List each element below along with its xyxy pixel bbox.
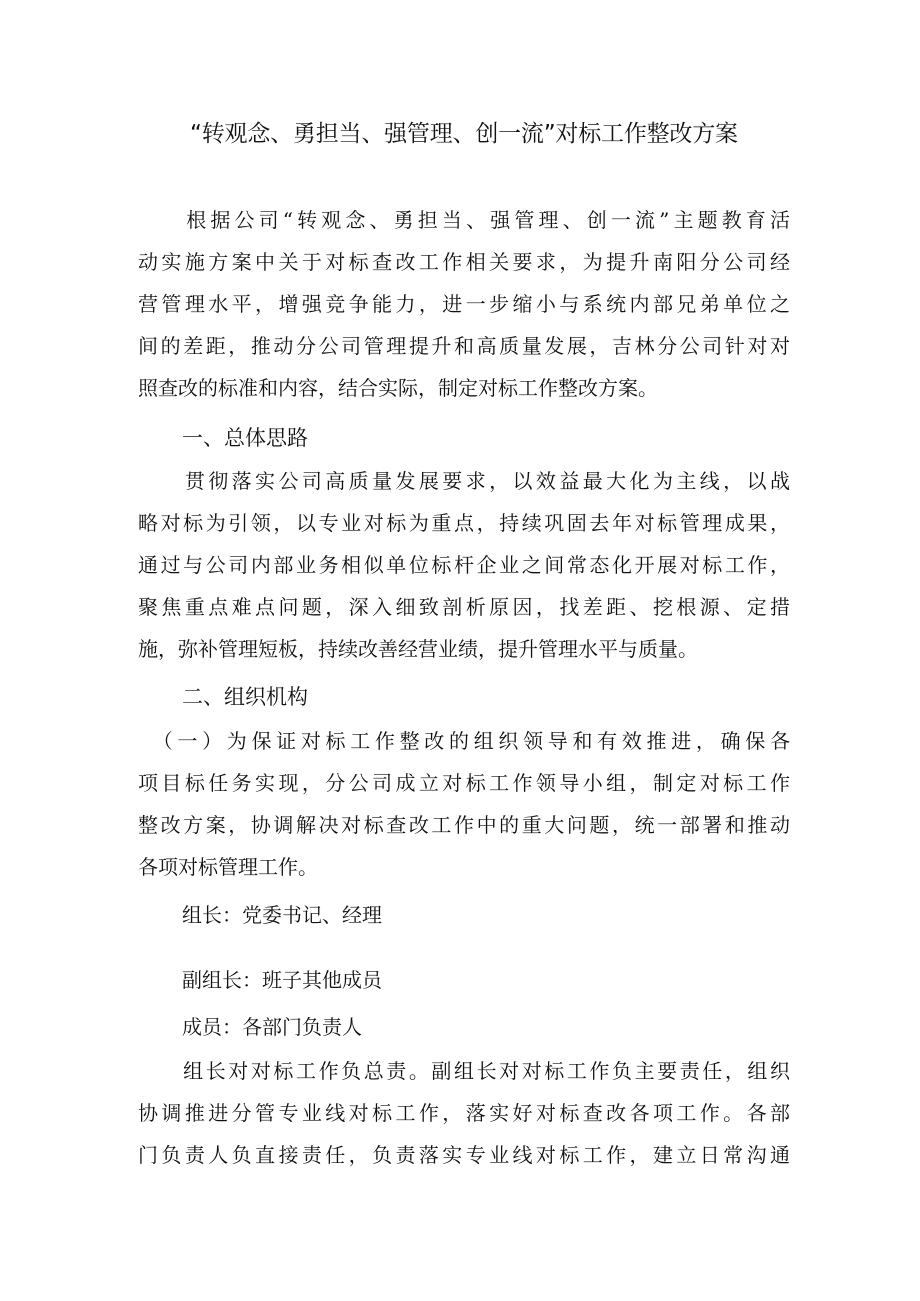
paragraph-line: 整改方案，协调解决对标查改工作中的重大问题，统一部署和推动 xyxy=(138,813,790,837)
section1-paragraph xyxy=(138,460,790,670)
document-title: “转观念、勇担当、强管理、创一流”对标工作整改方案 xyxy=(190,121,738,147)
section2-paragraph xyxy=(138,720,790,888)
paragraph-line: 项目标任务实现，分公司成立对标工作领导小组，制定对标工作 xyxy=(138,771,790,795)
paragraph-line: 动实施方案中关于对标查改工作相关要求，为提升南阳分公司经 xyxy=(138,250,790,274)
paragraph-line: 略对标为引领，以专业对标为重点，持续巩固去年对标管理成果， xyxy=(138,511,790,535)
intro-paragraph xyxy=(138,199,790,409)
paragraph-line: 通过与公司内部业务相似单位标杆企业之间常态化开展对标工作， xyxy=(138,553,790,577)
section-heading-organization: 二、组织机构 xyxy=(182,685,308,709)
paragraph-line: 协调推进分管专业线对标工作，落实好对标查改各项工作。各部 xyxy=(138,1101,790,1125)
duty-paragraph xyxy=(138,1050,790,1176)
paragraph-line: （一）为保证对标工作整改的组织领导和有效推进，确保各 xyxy=(138,729,790,753)
paragraph-line: 聚焦重点难点问题，深入细致剖析原因，找差距、挖根源、定措 xyxy=(138,595,790,619)
section-heading-overall: 一、总体思路 xyxy=(182,426,308,450)
paragraph-line: 门负责人负直接责任，负责落实专业线对标工作，建立日常沟通 xyxy=(138,1143,790,1167)
paragraph-line: 营管理水平，增强竞争能力，进一步缩小与系统内部兄弟单位之 xyxy=(138,292,790,316)
paragraph-line: 根据公司“转观念、勇担当、强管理、创一流”主题教育活 xyxy=(138,208,790,232)
deputy-leader-line: 副组长：班子其他成员 xyxy=(182,968,382,992)
members-line: 成员：各部门负责人 xyxy=(182,1015,362,1039)
leader-line: 组长：党委书记、经理 xyxy=(182,903,382,927)
paragraph-line: 施，弥补管理短板，持续改善经营业绩，提升管理水平与质量。 xyxy=(138,637,698,661)
paragraph-line: 贯彻落实公司高质量发展要求，以效益最大化为主线，以战 xyxy=(138,469,790,493)
paragraph-line: 组长对对标工作负总责。副组长对对标工作负主要责任，组织 xyxy=(138,1059,790,1083)
paragraph-line: 照查改的标准和内容，结合实际，制定对标工作整改方案。 xyxy=(138,376,658,400)
paragraph-line: 间的差距，推动分公司管理提升和高质量发展，吉林分公司针对对 xyxy=(138,334,790,358)
paragraph-line: 各项对标管理工作。 xyxy=(138,855,318,879)
